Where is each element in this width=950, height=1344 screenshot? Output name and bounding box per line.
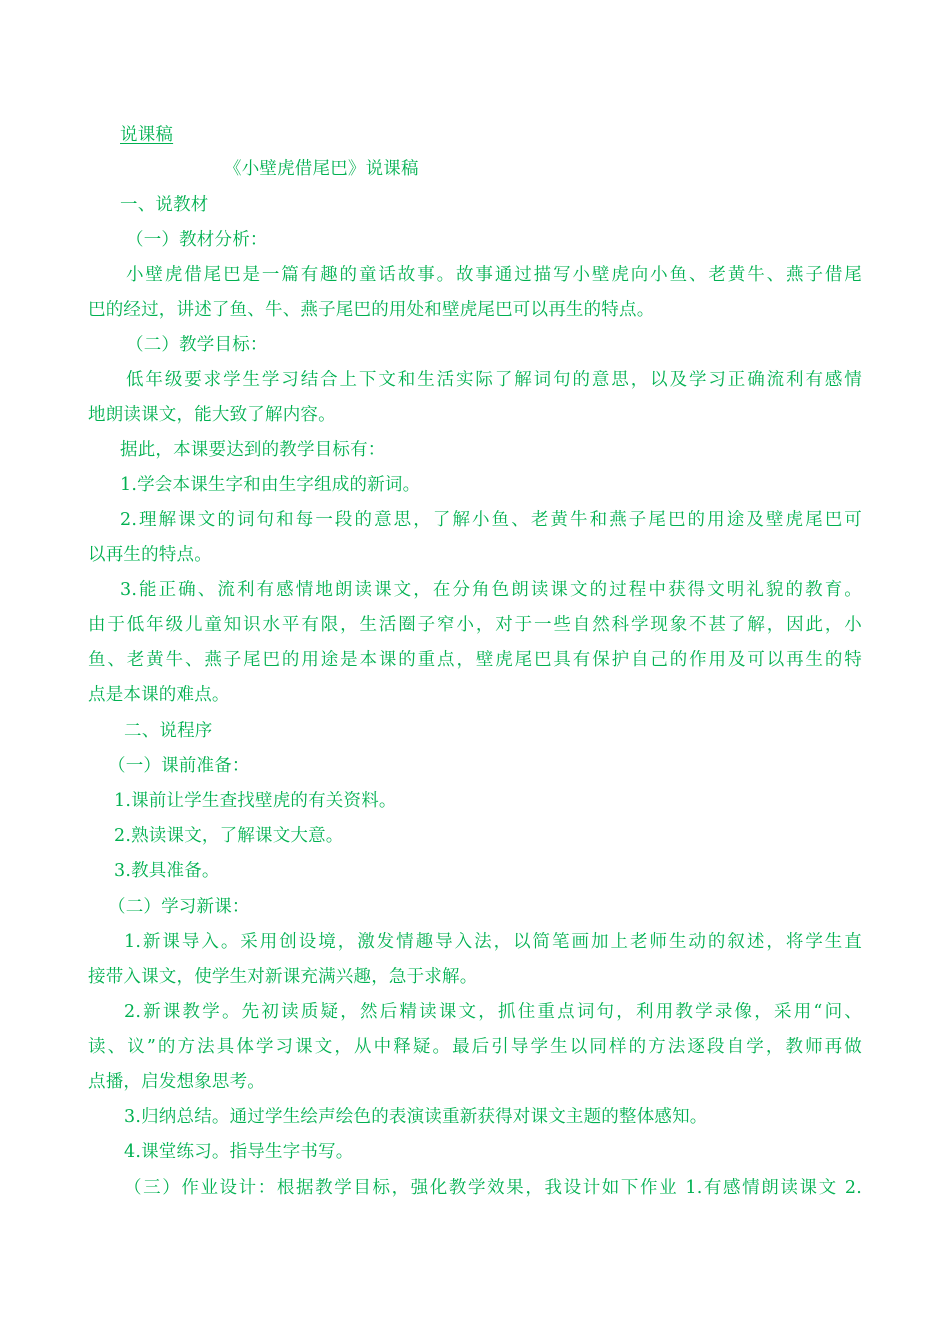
subsection-homework-design: （三）作业设计：根据教学目标，强化教学效果，我设计如下作业 1.有感情朗读课文 2. [124,1178,862,1198]
new-lesson-item-2-line-3: 点播，启发想象思考。 [88,1072,265,1092]
goal-item-3-line-2: 由于低年级儿童知识水平有限，生活圈子窄小，对于一些自然科学现象不甚了解，因此，小 [88,615,862,635]
subsection-material-analysis: （一）教材分析： [126,230,268,250]
new-lesson-item-3: 3.归纳总结。通过学生绘声绘色的表演读重新获得对课文主题的整体感知。 [124,1107,708,1127]
new-lesson-item-1-line-2: 接带入课文，使学生对新课充满兴趣，急于求解。 [88,967,478,987]
document-heading: 说课稿 [120,125,174,145]
preparation-item-3: 3.教具准备。 [114,861,220,881]
new-lesson-item-2-line-1: 2.新课教学。先初读质疑，然后精读课文，抓住重点词句，利用教学录像，采用“问、 [124,1002,862,1022]
paragraph-goals-intro: 据此，本课要达到的教学目标有： [120,440,386,460]
document-title: 《小壁虎借尾巴》说课稿 [224,159,419,179]
goal-item-1: 1.学会本课生字和由生字组成的新词。 [120,475,421,495]
paragraph-goals-line-2: 地朗读课文，能大致了解内容。 [88,405,336,425]
goal-item-3-line-3: 鱼、老黄牛、燕子尾巴的用途是本课的重点，壁虎尾巴具有保护自己的作用及可以再生的特 [88,650,862,670]
subsection-teaching-goals: （二）教学目标： [126,335,268,355]
new-lesson-item-1-line-1: 1.新课导入。采用创设境，激发情趣导入法，以简笔画加上老师生动的叙述，将学生直 [124,932,862,952]
section-heading-teaching-material: 一、说教材 [120,195,209,215]
preparation-item-1: 1.课前让学生查找壁虎的有关资料。 [114,791,397,811]
goal-item-3-line-1: 3.能正确、流利有感情地朗读课文，在分角色朗读课文的过程中获得文明礼貌的教育。 [120,580,862,600]
subsection-preparation: （一）课前准备： [108,756,250,776]
goal-item-2-line-1: 2.理解课文的词句和每一段的意思，了解小鱼、老黄牛和燕子尾巴的用途及壁虎尾巴可 [120,510,862,530]
paragraph-analysis-line-2: 巴的经过，讲述了鱼、牛、燕子尾巴的用处和壁虎尾巴可以再生的特点。 [88,300,655,320]
section-heading-procedure: 二、说程序 [124,721,213,741]
preparation-item-2: 2.熟读课文，了解课文大意。 [114,826,344,846]
goal-item-2-line-2: 以再生的特点。 [88,545,212,565]
subsection-new-lesson: （二）学习新课： [108,897,250,917]
new-lesson-item-2-line-2: 读、议”的方法具体学习课文，从中释疑。最后引导学生以同样的方法逐段自学，教师再做 [88,1037,862,1057]
paragraph-goals-line-1: 低年级要求学生学习结合上下文和生活实际了解词句的意思，以及学习正确流利有感情 [126,370,862,390]
paragraph-analysis-line-1: 小壁虎借尾巴是一篇有趣的童话故事。故事通过描写小壁虎向小鱼、老黄牛、燕子借尾 [126,265,862,285]
goal-item-3-line-4: 点是本课的难点。 [88,685,230,705]
new-lesson-item-4: 4.课堂练习。指导生字书写。 [124,1142,354,1162]
